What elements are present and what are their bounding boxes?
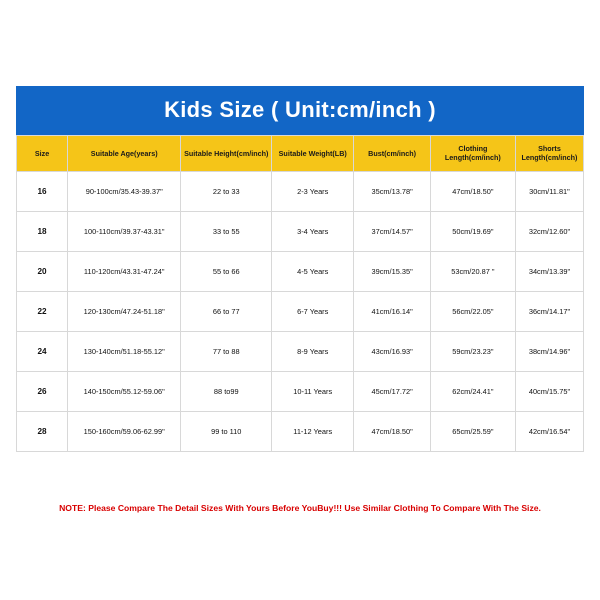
cell-bust: 43cm/16.93" [354,332,431,372]
cell-age: 110-120cm/43.31-47.24" [68,252,181,292]
cell-age: 90-100cm/35.43-39.37" [68,172,181,212]
cell-height: 22 to 33 [181,172,272,212]
cell-size: 28 [17,412,68,452]
size-note: NOTE: Please Compare The Detail Sizes With Yours Before YouBuy!!! Use Similar Clothing To Compare With The Size. [59,502,541,513]
cell-age: 150-160cm/59.06-62.99" [68,412,181,452]
column-header-height: Suitable Height(cm/inch) [181,136,272,172]
cell-size: 16 [17,172,68,212]
column-header-weight: Suitable Weight(LB) [272,136,354,172]
column-header-age: Suitable Age(years) [68,136,181,172]
cell-clothing-length: 53cm/20.87 " [430,252,515,292]
cell-weight: 4-5 Years [272,252,354,292]
cell-clothing-length: 65cm/25.59" [430,412,515,452]
table-header-row [17,136,584,172]
cell-shorts-length: 36cm/14.17" [515,292,583,332]
cell-clothing-length: 62cm/24.41" [430,372,515,412]
column-header-clothing-length: Clothing Length(cm/inch) [430,136,515,172]
table-row [17,212,584,252]
cell-height: 33 to 55 [181,212,272,252]
cell-age: 140-150cm/55.12-59.06" [68,372,181,412]
size-table [16,135,584,452]
cell-weight: 11-12 Years [272,412,354,452]
size-chart-card [16,86,584,514]
cell-bust: 45cm/17.72" [354,372,431,412]
cell-bust: 37cm/14.57" [354,212,431,252]
table-row [17,372,584,412]
cell-weight: 8-9 Years [272,332,354,372]
cell-size: 18 [17,212,68,252]
cell-shorts-length: 42cm/16.54" [515,412,583,452]
cell-shorts-length: 38cm/14.96" [515,332,583,372]
cell-shorts-length: 30cm/11.81" [515,172,583,212]
cell-height: 77 to 88 [181,332,272,372]
page-title: Kids Size ( Unit:cm/inch ) [16,86,584,135]
cell-age: 120-130cm/47.24-51.18" [68,292,181,332]
cell-size: 26 [17,372,68,412]
column-header-shorts-length: Shorts Length(cm/inch) [515,136,583,172]
cell-height: 88 to99 [181,372,272,412]
cell-size: 20 [17,252,68,292]
cell-weight: 6-7 Years [272,292,354,332]
cell-shorts-length: 32cm/12.60" [515,212,583,252]
cell-size: 22 [17,292,68,332]
cell-weight: 2-3 Years [272,172,354,212]
cell-size: 24 [17,332,68,372]
cell-bust: 47cm/18.50" [354,412,431,452]
cell-shorts-length: 40cm/15.75" [515,372,583,412]
cell-bust: 39cm/15.35" [354,252,431,292]
cell-height: 55 to 66 [181,252,272,292]
cell-clothing-length: 59cm/23.23" [430,332,515,372]
cell-bust: 35cm/13.78" [354,172,431,212]
column-header-size: Size [17,136,68,172]
cell-height: 66 to 77 [181,292,272,332]
table-row [17,292,584,332]
table-row [17,172,584,212]
cell-shorts-length: 34cm/13.39" [515,252,583,292]
cell-height: 99 to 110 [181,412,272,452]
cell-weight: 10-11 Years [272,372,354,412]
column-header-bust: Bust(cm/inch) [354,136,431,172]
table-row [17,332,584,372]
cell-clothing-length: 50cm/19.69" [430,212,515,252]
table-row [17,412,584,452]
cell-clothing-length: 56cm/22.05" [430,292,515,332]
cell-age: 130-140cm/51.18-55.12" [68,332,181,372]
cell-clothing-length: 47cm/18.50" [430,172,515,212]
cell-bust: 41cm/16.14" [354,292,431,332]
table-row [17,252,584,292]
cell-weight: 3-4 Years [272,212,354,252]
cell-age: 100-110cm/39.37-43.31" [68,212,181,252]
